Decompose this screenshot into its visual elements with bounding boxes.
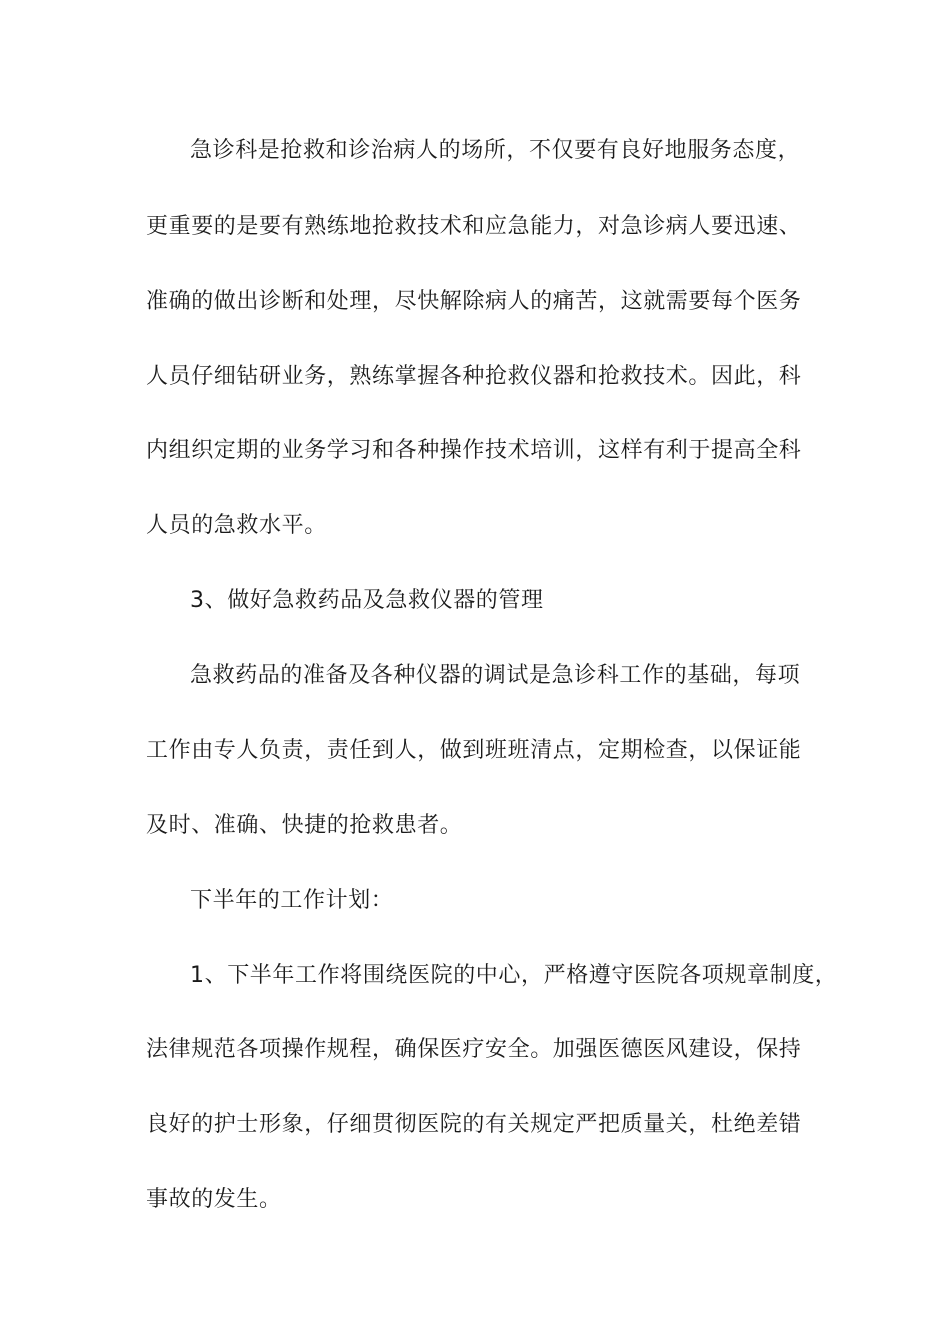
paragraph-line: 急诊科是抢救和诊治病人的场所，不仅要有良好地服务态度， — [190, 138, 801, 163]
section-heading: 下半年的工作计划： — [190, 888, 394, 913]
paragraph-line: 准确的做出诊断和处理，尽快解除病人的痛苦，这就需要每个医务 — [146, 289, 802, 314]
paragraph-line: 工作由专人负责，责任到人，做到班班清点，定期检查，以保证能 — [146, 738, 802, 763]
paragraph-line: 内组织定期的业务学习和各种操作技术培训，这样有利于提高全科 — [146, 438, 802, 463]
paragraph-line: 急救药品的准备及各种仪器的调试是急诊科工作的基础，每项 — [190, 663, 801, 688]
paragraph-line: 人员的急救水平。 — [146, 513, 327, 538]
section-heading: 3、做好急救药品及急救仪器的管理 — [190, 588, 544, 613]
paragraph-line: 及时、准确、快捷的抢救患者。 — [146, 813, 463, 838]
paragraph-line: 1、下半年工作将围绕医院的中心，严格遵守医院各项规章制度， — [190, 963, 838, 988]
paragraph-line: 更重要的是要有熟练地抢救技术和应急能力，对急诊病人要迅速、 — [146, 214, 802, 239]
paragraph-line: 法律规范各项操作规程，确保医疗安全。加强医德医风建设，保持 — [146, 1037, 802, 1062]
paragraph-line: 良好的护士形象，仔细贯彻医院的有关规定严把质量关，杜绝差错 — [146, 1112, 802, 1137]
paragraph-line: 人员仔细钻研业务，熟练掌握各种抢救仪器和抢救技术。因此，科 — [146, 364, 802, 389]
paragraph-line: 事故的发生。 — [146, 1187, 282, 1212]
